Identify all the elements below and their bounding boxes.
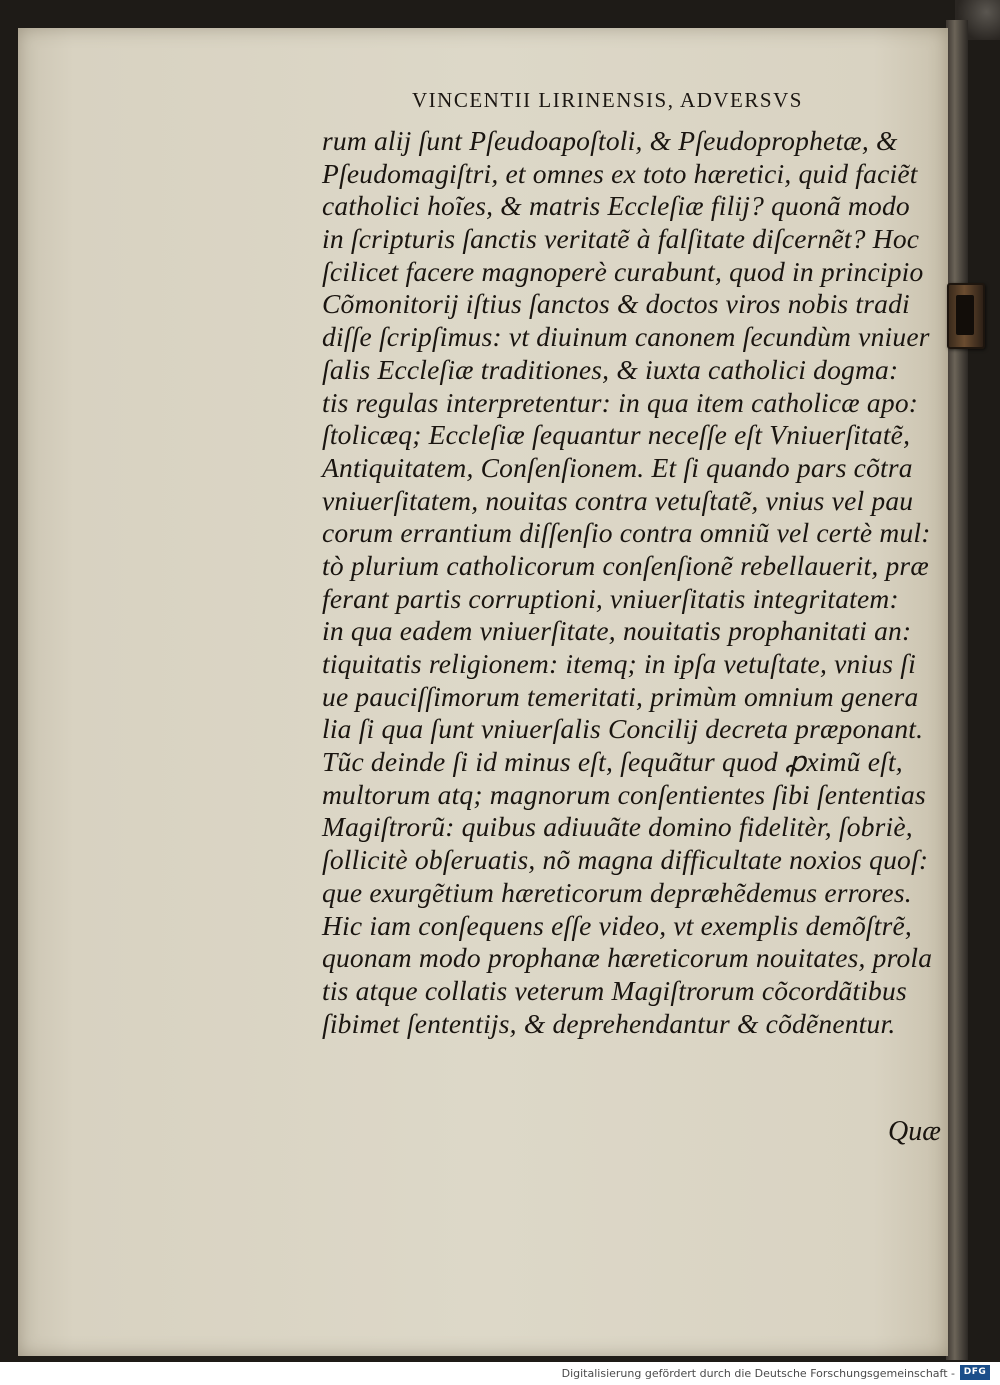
text-line: quonam modo prophanæ hæreticorum nouitates, prola bbox=[322, 942, 933, 974]
footer-credit: Digitalisierung gefördert durch die Deutsche Forschungsgemeinschaft - bbox=[561, 1367, 955, 1380]
catchword: Quæ bbox=[888, 1116, 941, 1147]
text-line: Antiquitatem, Conſenſionem. Et ſi quando pars cõtra bbox=[322, 451, 913, 483]
text-line: in qua eadem vniuerſitate, nouitatis prophanitati an: bbox=[322, 615, 912, 647]
body-text bbox=[322, 125, 952, 1040]
text-line: ſibimet ſententijs, & deprehendantur & cõdẽnentur. bbox=[322, 1007, 896, 1039]
text-line: tò plurium catholicorum conſenſionẽ rebellauerit, præ bbox=[322, 549, 929, 581]
text-line: Hic iam conſequens eſſe video, vt exemplis demõſtrẽ, bbox=[322, 909, 912, 941]
text-line: Pſeudomagiſtri, et omnes ex toto hæretici, quid faciẽt bbox=[322, 157, 918, 189]
text-line: ſollicitè obſeruatis, nõ magna difficultate noxios quoſ: bbox=[322, 844, 929, 876]
text-line: vniuerſitatem, nouitas contra vetuſtatẽ, vnius vel pau bbox=[322, 484, 914, 516]
text-line: Tũc deinde ſi id minus eſt, ſequãtur quod ꝓximũ eſt, bbox=[322, 746, 903, 778]
text-line: multorum atq; magnorum conſentientes ſibi ſententias bbox=[322, 778, 926, 810]
text-line: ſtolicæq; Eccleſiæ ſequantur neceſſe eſt Vniuerſitatẽ, bbox=[322, 419, 911, 451]
running-head: VINCENTII LIRINENSIS, ADVERSVS bbox=[412, 88, 803, 112]
text-line: ſalis Eccleſiæ traditiones, & iuxta catholici dogma: bbox=[322, 353, 899, 385]
text-line: catholici hoĩes, & matris Eccleſiæ filij? quonã modo bbox=[322, 190, 910, 222]
text-line: tis atque collatis veterum Magiſtrorum cõcordãtibus bbox=[322, 974, 907, 1006]
text-line: ſcilicet facere magnoperè curabunt, quod in principio bbox=[322, 255, 924, 287]
text-line: corum errantium diſſenſio contra omniũ vel certè mul: bbox=[322, 517, 931, 549]
text-line: diſſe ſcripſimus: vt diuinum canonem ſecundùm vniuer bbox=[322, 321, 930, 353]
bookmark-tab bbox=[947, 283, 985, 349]
text-line: lia ſi qua ſunt vniuerſalis Concilij decreta præponant. bbox=[322, 713, 924, 745]
text-line: rum alij ſunt Pſeudoapoſtoli, & Pſeudoprophetæ, & bbox=[322, 125, 898, 156]
dfg-logo: DFG bbox=[960, 1365, 990, 1380]
text-line: ferant partis corruptioni, vniuerſitatis integritatem: bbox=[322, 582, 899, 614]
text-line: tiquitatis religionem: itemq; in ipſa vetuſtate, vnius ſi bbox=[322, 648, 916, 679]
text-line: que exurgẽtium hæreticorum depræhẽdemus errores. bbox=[322, 876, 912, 908]
text-line: in ſcripturis ſanctis veritatẽ à falſitate diſcernẽt? Hoc bbox=[322, 223, 920, 255]
text-line: Cõmonitorij iſtius ſanctos & doctos viros nobis tradi bbox=[322, 288, 910, 320]
text-line: tis regulas interpretentur: in qua item catholicæ apo: bbox=[322, 386, 919, 418]
text-line: ue pauciſſimorum temeritati, primùm omnium genera bbox=[322, 680, 919, 712]
bookmark-tab-inner bbox=[956, 295, 974, 335]
text-line: Magiſtrorũ: quibus adiuuãte domino fidelitèr, ſobriè, bbox=[322, 811, 913, 843]
